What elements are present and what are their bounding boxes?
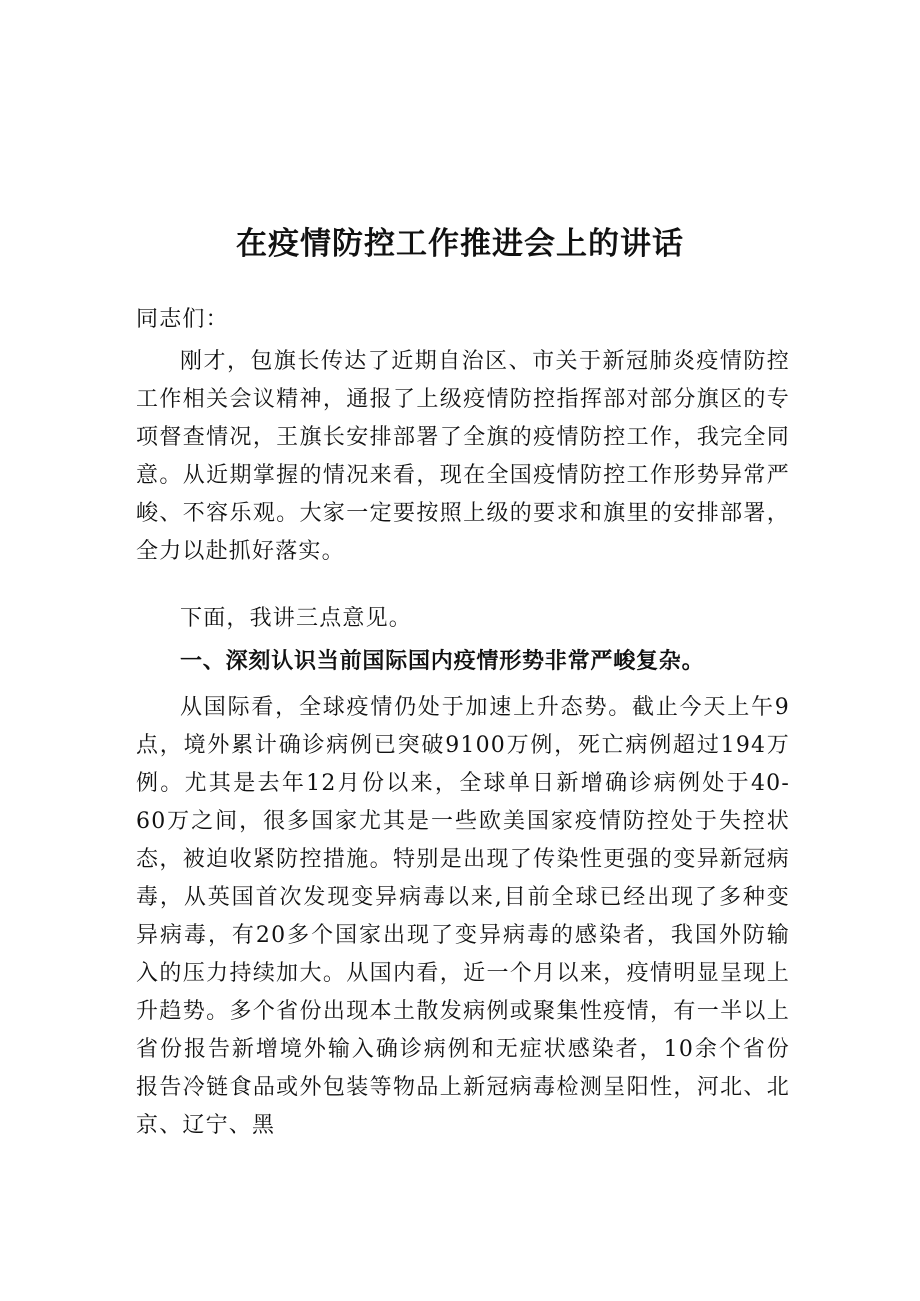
- paragraph-opening: 刚才，包旗长传达了近期自治区、市关于新冠肺炎疫情防控工作相关会议精神，通报了上级疫情防控指挥部对部分旗区的专项督查情况，王旗长安排部署了全旗的疫情防控工作，我完全同意。从近期掌握的情况来看，现在全国疫情防控工作形势异常严峻、不容乐观。大家一定要按照上级的要求和旗里的安排部署，全力以赴抓好落实。: [136, 349, 790, 564]
- document-title: 在疫情防控工作推进会上的讲话: [236, 226, 684, 262]
- paragraph-transition: 下面，我讲三点意见。: [180, 606, 413, 631]
- section-heading: 一、深刻认识当前国际国内疫情形势非常严峻复杂。: [180, 649, 705, 674]
- salutation: 同志们：: [136, 307, 229, 332]
- paragraph-situation: 从国际看，全球疫情仍处于加速上升态势。截止今天上午9点，境外累计确诊病例已突破9100万例，死亡病例超过194万例。尤其是去年12月份以来，全球单日新增确诊病例处于40-60万之间，很多国家尤其是一些欧美国家疫情防控处于失控状态，被迫收紧防控措施。特别是出现了传染性更强的变异新冠病毒，从英国首次发现变异病毒以来,目前全球已经出现了多种变异病毒，有20多个国家出现了变异病毒的感染者，我国外防输入的压力持续加大。从国内看，近一个月以来，疫情明显呈现上升趋势。多个省份出现本土散发病例或聚集性疫情，有一半以上省份报告新增境外输入确诊病例和无症状感染者，10余个省份报告冷链食品或外包装等物品上新冠病毒检测呈阳性，河北、北京、辽宁、黑: [136, 695, 790, 1138]
